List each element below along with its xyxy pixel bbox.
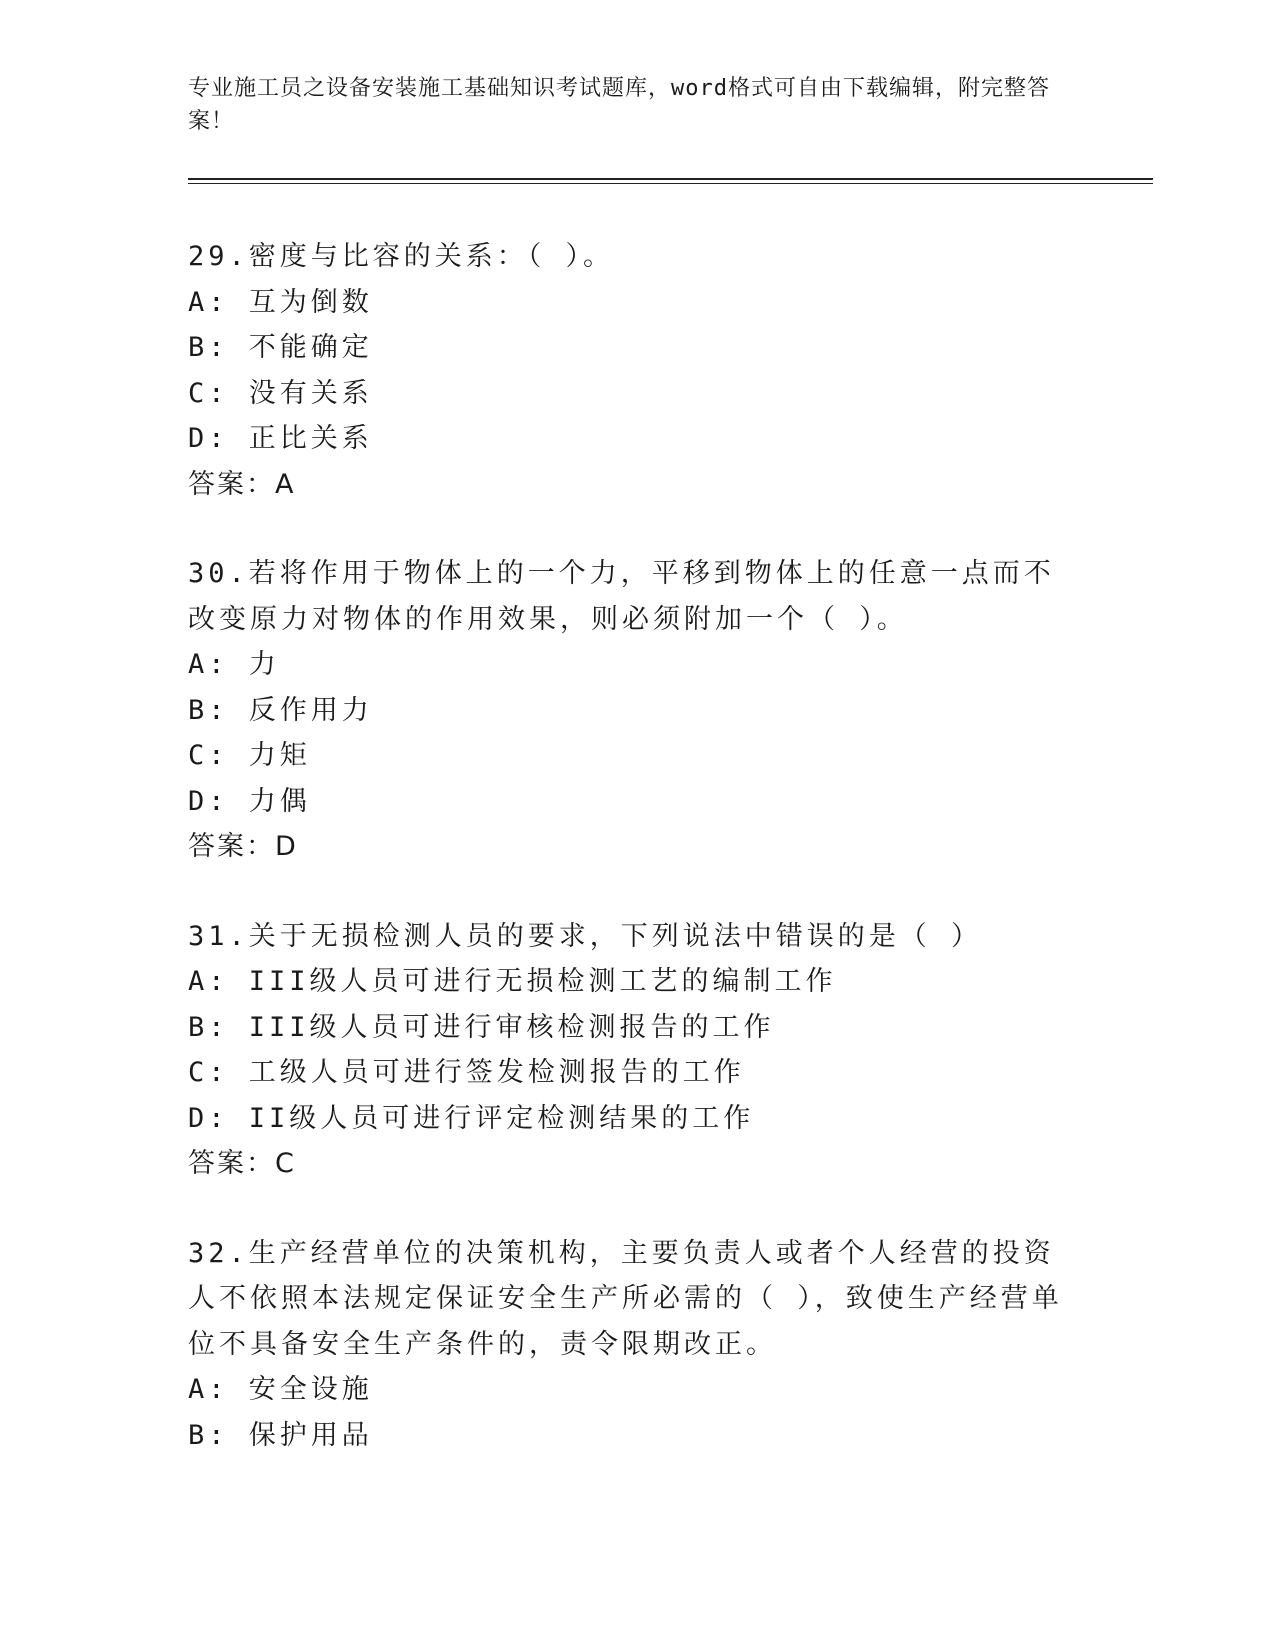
question-stem: 29.密度与比容的关系：（ ）。 — [188, 241, 615, 272]
option-a: A: 互为倒数 — [188, 286, 373, 318]
question-stem: 32.生产经营单位的决策机构，主要负责人或者个人经营的投资人不依照本法规定保证安全生产所必需的（ ），致使生产经营单位不具备安全生产条件的，责令限期改正。 — [188, 1237, 1063, 1360]
option-c: C: 力矩 — [188, 740, 311, 771]
option-a: A: 安全设施 — [188, 1374, 373, 1405]
document-page — [188, 0, 1148, 1650]
document-header: 专业施工员之设备安装施工基础知识考试题库，word格式可自由下载编辑，附完整答案！ — [188, 76, 1050, 134]
option-d: D: II级人员可进行评定检测结果的工作 — [188, 1102, 755, 1134]
header-divider — [188, 178, 1153, 184]
option-a: A: 力 — [188, 649, 280, 680]
option-b: B: 保护用品 — [188, 1419, 373, 1451]
answer-line: 答案：C — [188, 1148, 296, 1179]
answer-line: 答案：A — [188, 468, 296, 500]
option-a: A: III级人员可进行无损检测工艺的编制工作 — [188, 966, 837, 997]
option-c: C: 没有关系 — [188, 377, 373, 409]
answer-line: 答案：D — [188, 831, 298, 862]
option-b: B: 不能确定 — [188, 332, 373, 363]
question-31 — [188, 914, 1088, 1187]
option-b: B: III级人员可进行审核检测报告的工作 — [188, 1011, 775, 1043]
question-30 — [188, 551, 1088, 870]
question-32 — [188, 1231, 1088, 1459]
option-d: D: 正比关系 — [188, 423, 373, 454]
question-stem: 30.若将作用于物体上的一个力，平移到物体上的任意一点而不改变原力对物体的作用效果，则必须附加一个（ ）。 — [188, 558, 1055, 635]
option-b: B: 反作用力 — [188, 694, 373, 726]
option-d: D: 力偶 — [188, 785, 311, 817]
question-list — [188, 234, 1088, 1502]
option-c: C: 工级人员可进行签发检测报告的工作 — [188, 1057, 745, 1088]
question-29 — [188, 234, 1088, 507]
question-stem: 31.关于无损检测人员的要求，下列说法中错误的是（ ） — [188, 920, 983, 952]
